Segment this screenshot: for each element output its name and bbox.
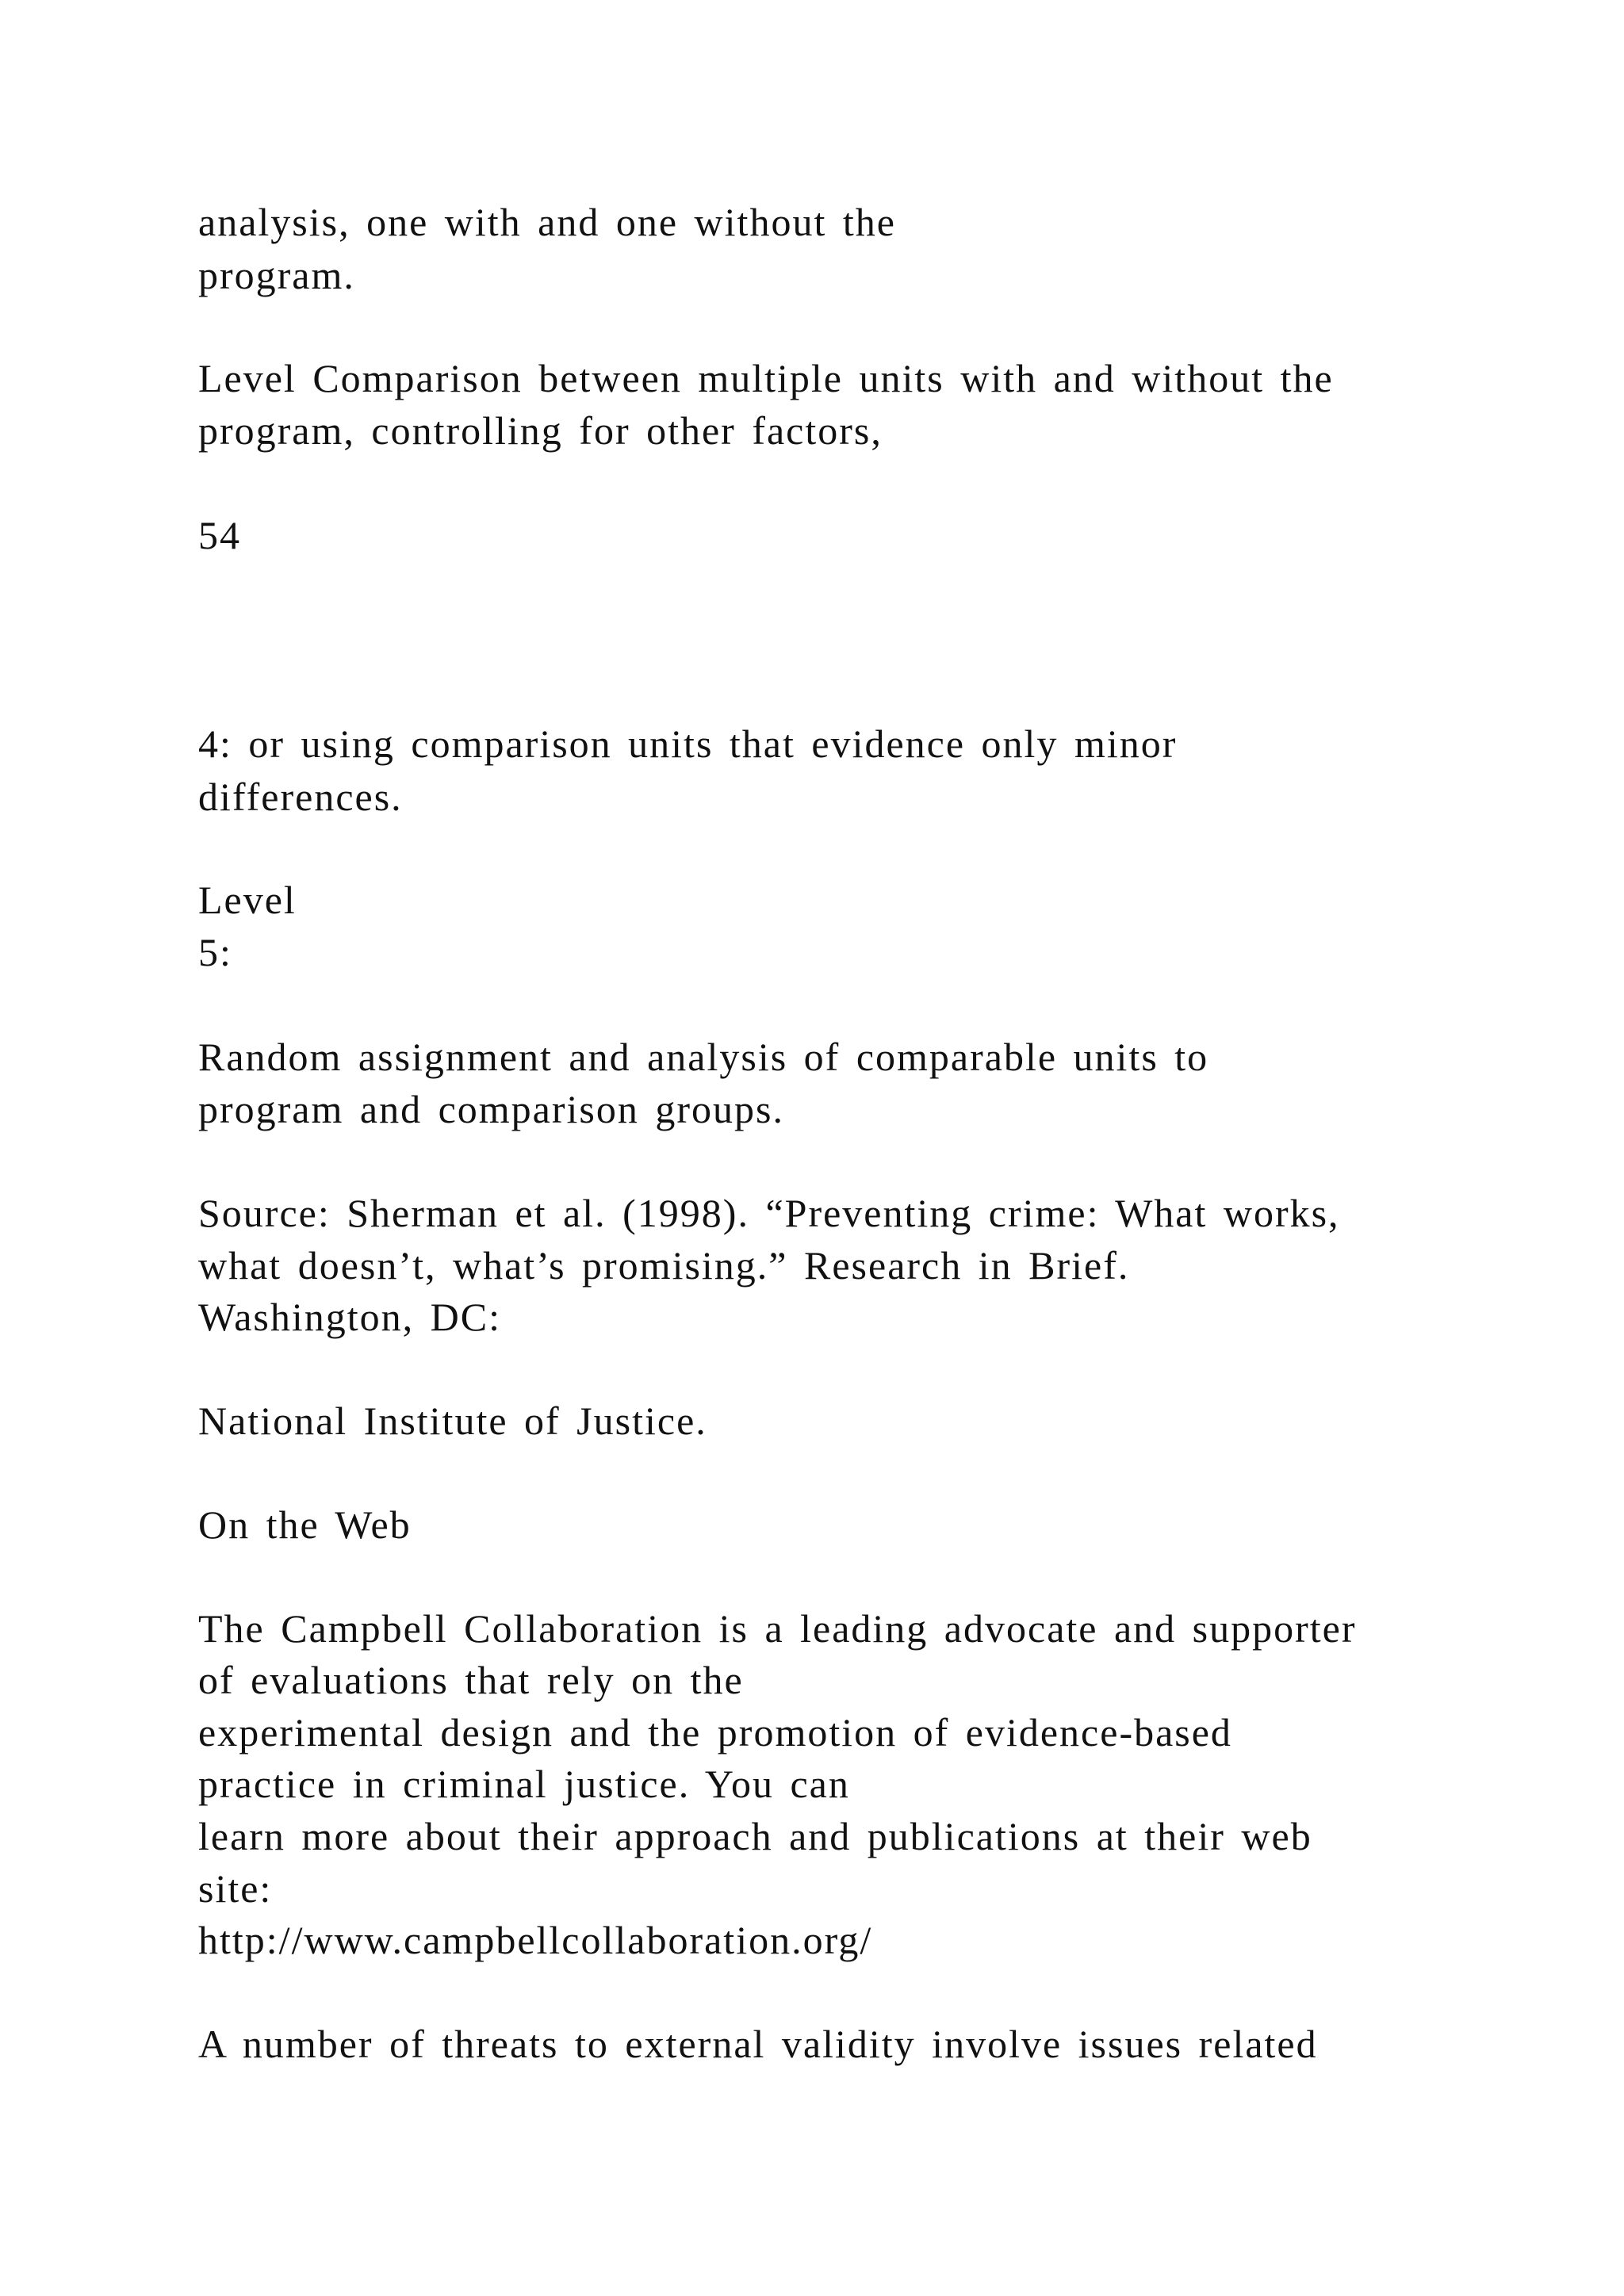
text-line: 4: or using comparison units that evidence only minor (198, 721, 1178, 766)
web-url: http://www.campbellcollaboration.org/ (198, 1918, 873, 1962)
text-line: program. (198, 253, 355, 297)
text-line: analysis, one with and one without the (198, 200, 896, 244)
text-line: 5: (198, 930, 232, 974)
text-line: site: (198, 1866, 273, 1911)
source-citation: Washington, DC: (198, 1295, 501, 1339)
text-line: of evaluations that rely on the (198, 1658, 744, 1702)
text-line: Random assignment and analysis of comparable units to (198, 1035, 1209, 1079)
source-citation: National Institute of Justice. (198, 1399, 707, 1443)
text-line: learn more about their approach and publications at their web (198, 1814, 1312, 1858)
page-number: 54 (198, 513, 241, 557)
text-line: A number of threats to external validity involve issues related (198, 2022, 1318, 2066)
text-line: program, controlling for other factors, (198, 408, 883, 453)
text-line: Level (198, 878, 297, 922)
text-line: differences. (198, 775, 403, 819)
section-heading: On the Web (198, 1502, 412, 1547)
text-line: experimental design and the promotion of evidence-based (198, 1710, 1232, 1755)
source-citation: Source: Sherman et al. (1998). “Preventing crime: What works, (198, 1191, 1340, 1235)
text-line: practice in criminal justice. You can (198, 1762, 850, 1806)
text-line: program and comparison groups. (198, 1087, 784, 1131)
text-line: Level Comparison between multiple units with and without the (198, 356, 1334, 400)
text-line: The Campbell Collaboration is a leading advocate and supporter (198, 1606, 1357, 1651)
source-citation: what doesn’t, what’s promising.” Research in Brief. (198, 1243, 1130, 1288)
